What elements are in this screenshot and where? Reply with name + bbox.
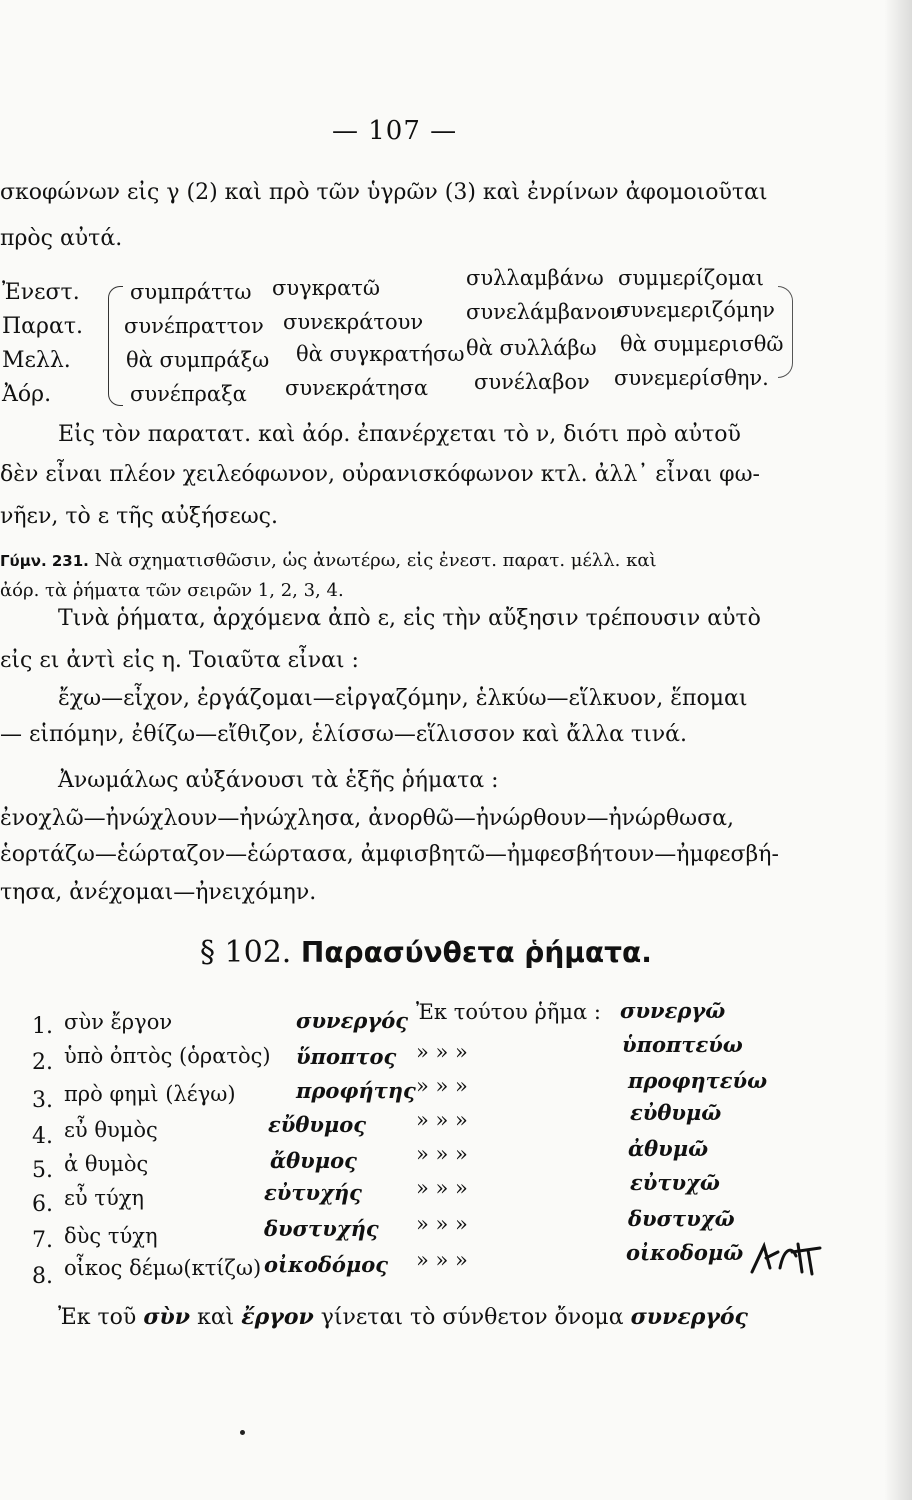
conj-cell: συνεμεριζόμην [616,298,775,322]
conj-cell: συμπράττω [130,280,252,304]
compound-num: 1. [32,1014,53,1039]
conj-cell: συνέπραττον [124,314,264,338]
conj-label-aorist: Ἀόρ. [2,382,52,407]
compound-parts: ὑπὸ ὀπτὸς (ὁρατὸς) [64,1044,271,1068]
compound-parts: εὖ θυμὸς [64,1118,158,1142]
left-brace [108,286,123,406]
compound-parts: ἀ θυμὸς [64,1152,149,1176]
intro-line-1: σκοφώνων εἰς γ (2) καὶ πρὸ τῶν ὑγρῶν (3) καὶ ἐνρίνων ἀφομοιοῦται [0,180,768,205]
compound-noun: δυστυχής [264,1216,379,1241]
para3-line-3: ἑορτάζω—ἑώρταζον—ἑώρτασα, ἀμφισβητῶ—ἠμφεσβήτουν—ἠμφεσβή- [0,842,779,867]
compound-note: » » » [416,1108,468,1132]
compound-parts: πρὸ φημὶ (λέγω) [64,1082,236,1106]
compound-verb: ὑποπτεύω [622,1032,743,1057]
exercise-line-2: ἀόρ. τὰ ῥήματα τῶν σειρῶν 1, 2, 3, 4. [0,580,344,601]
final-mid: καὶ [197,1305,235,1330]
para1-line-1: Εἰς τὸν παρατατ. καὶ ἀόρ. ἐπανέρχεται τὸ ν, διότι πρὸ αὐτοῦ [58,422,741,447]
para3-line-2: ἐνοχλῶ—ἠνώχλουν—ἠνώχλησα, ἀνορθῶ—ἠνώρθουν—ἠνώρθωσα, [0,806,734,831]
compound-note: Ἐκ τούτου ῥῆμα : [416,1000,601,1024]
compound-num: 2. [32,1050,53,1075]
compound-verb: συνεργῶ [620,998,726,1023]
compound-note: » » » [416,1212,468,1236]
final-rest: γίνεται τὸ σύνθετον ὄνομα [320,1305,624,1330]
para2-line-2: εἰς ει ἀντὶ εἰς η. Τοιαῦτα εἶναι : [0,648,359,673]
compound-parts: δὺς τύχη [64,1224,158,1248]
compound-note: » » » [416,1040,468,1064]
conj-label-future: Μελλ. [2,348,71,373]
para3-line-1: Ἀνωμάλως αὐξάνουσι τὰ ἑξῆς ῥήματα : [58,768,499,793]
compound-parts: σὺν ἔργον [64,1010,173,1034]
exercise-text-1: Νὰ σχηματισθῶσιν, ὡς ἀνωτέρω, εἰς ἐνεστ. παρατ. μέλλ. καὶ [94,550,657,571]
compound-num: 6. [32,1192,53,1217]
compound-verb: εὐτυχῶ [630,1170,720,1195]
conj-cell: συγκρατῶ [272,276,381,300]
compound-noun: ἄθυμος [270,1148,357,1173]
handwritten-mark [748,1238,828,1278]
compound-num: 5. [32,1158,53,1183]
ink-dot [240,1430,245,1435]
final-word-syn: σὺν [143,1304,191,1330]
compound-parts: οἶκος δέμω(κτίζω) [64,1256,262,1280]
compound-num: 7. [32,1228,53,1253]
conj-cell: συνέπραξα [130,382,247,406]
compound-num: 4. [32,1124,53,1149]
conj-cell: θὰ συγκρατήσω [296,342,465,366]
conj-cell: συμμερίζομαι [618,266,764,290]
compound-note: » » » [416,1176,468,1200]
section-title: Παρασύνθετα ῥήματα. [300,936,652,969]
exercise-label: Γύμν. 231. [0,552,89,570]
final-line [58,1304,748,1330]
conj-cell: συνεμερίσθην. [614,366,769,390]
conj-cell: συλλαμβάνω [466,266,604,290]
compound-verb: εὐθυμῶ [630,1100,722,1125]
compound-num: 8. [32,1264,53,1289]
conj-cell: συνεκράτουν [283,310,424,334]
conj-cell: συνελάμβανον [466,300,623,324]
compound-noun: προφήτης [296,1078,416,1103]
compound-note: » » » [416,1142,468,1166]
compound-num: 3. [32,1088,53,1113]
conj-cell: συνεκράτησα [285,376,429,400]
exercise-line-1 [0,550,657,571]
final-word-ergon: ἔργον [241,1304,314,1330]
page-number: — 107 — [332,116,458,146]
compound-noun: εὐτυχής [264,1180,362,1205]
compound-verb: προφητεύω [628,1068,768,1093]
compound-verb: δυστυχῶ [628,1206,735,1231]
para1-line-2: δὲν εἶναι πλέον χειλεόφωνον, οὐρανισκόφωνον κτλ. ἀλλ᾽ εἶναι φω- [0,462,760,487]
para3-line-4: τησα, ἀνέχομαι—ἠνειχόμην. [0,880,317,905]
section-heading [200,935,652,970]
conj-cell: θὰ συμμερισθῶ [620,332,784,356]
compound-verb: οἰκοδομῶ [626,1240,744,1265]
compound-parts: εὖ τύχη [64,1186,145,1210]
conj-cell: συνέλαβον [474,370,590,394]
section-number: § 102. [200,935,292,970]
conj-label-imperfect: Παρατ. [2,314,83,339]
conj-label-present: Ἐνεστ. [2,280,80,305]
compound-noun: συνεργός [296,1008,409,1033]
conj-cell: θὰ συμπράξω [126,348,270,372]
intro-line-2: πρὸς αὐτά. [0,226,123,251]
compound-noun: εὔθυμος [268,1112,367,1137]
para2-line-3: ἔχω—εἶχον, ἐργάζομαι—εἰργαζόμην, ἑλκύω—εἵλκυον, ἕπομαι [58,686,748,711]
final-prefix: Ἐκ τοῦ [58,1305,137,1330]
compound-note: » » » [416,1248,468,1272]
page-edge-shadow [884,0,912,1500]
conj-cell: θὰ συλλάβω [466,336,597,360]
para2-line-1: Τινὰ ῥήματα, ἀρχόμενα ἀπὸ ε, εἰς τὴν αὔξησιν τρέπουσιν αὐτὸ [58,606,761,631]
final-word-synergos: συνεργός [630,1304,748,1330]
compound-note: » » » [416,1074,468,1098]
compound-noun: οἰκοδόμος [264,1252,389,1277]
compound-verb: ἀθυμῶ [628,1136,709,1161]
para2-line-4: — εἱπόμην, ἐθίζω—εἴθιζον, ἑλίσσω—εἵλισσον καὶ ἄλλα τινά. [0,722,687,747]
para1-line-3: νῆεν, τὸ ε τῆς αὐξήσεως. [0,504,278,529]
compound-noun: ὕποπτος [296,1044,397,1069]
